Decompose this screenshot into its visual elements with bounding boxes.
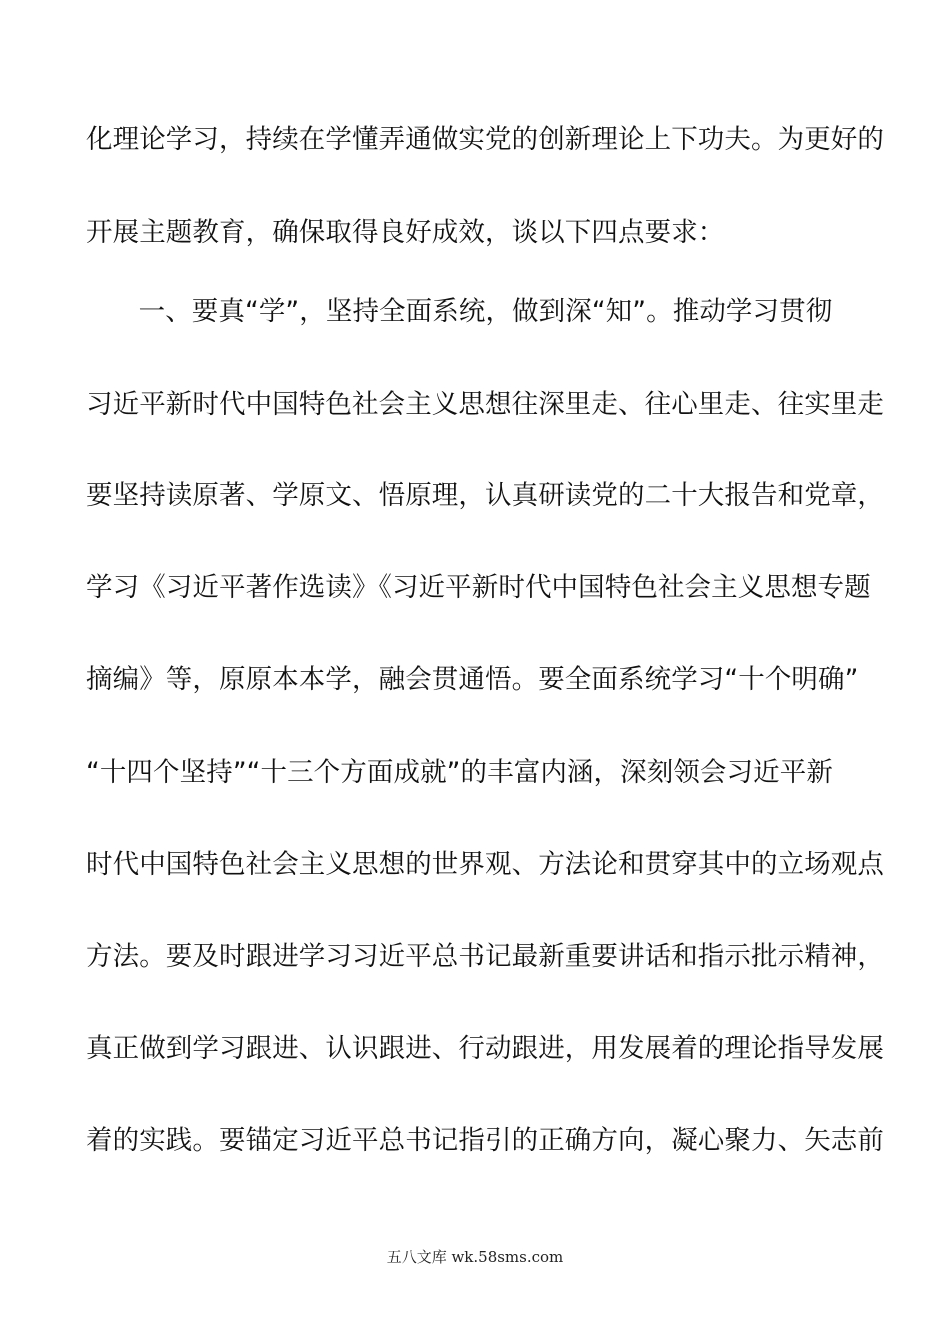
paragraph-line-4: 习近平新时代中国特色社会主义思想往深里走、往心里走、往实里走 xyxy=(86,389,884,420)
paragraph-line-5: 要坚持读原著、学原文、悟原理，认真研读党的二十大报告和党章， xyxy=(86,480,884,511)
paragraph-line-3: 一、要真“学”，坚持全面系统，做到深“知”。推动学习贯彻 xyxy=(112,296,833,327)
paragraph-line-11: 真正做到学习跟进、认识跟进、行动跟进，用发展着的理论指导发展 xyxy=(86,1033,884,1064)
paragraph-line-7: 摘编》等，原原本本学，融会贯通悟。要全面系统学习“十个明确” xyxy=(86,664,859,695)
paragraph-line-9: 时代中国特色社会主义思想的世界观、方法论和贯穿其中的立场观点 xyxy=(86,849,884,880)
paragraph-line-12: 着的实践。要锚定习近平总书记指引的正确方向，凝心聚力、矢志前 xyxy=(86,1125,884,1156)
paragraph-line-6: 学习《习近平著作选读》《习近平新时代中国特色社会主义思想专题 xyxy=(86,572,871,603)
paragraph-line-1: 化理论学习，持续在学懂弄通做实党的创新理论上下功夫。为更好的 xyxy=(86,124,884,155)
paragraph-line-8: “十四个坚持”“十三个方面成就”的丰富内涵，深刻领会习近平新 xyxy=(86,757,833,788)
page-footer-watermark: 五八文库 wk.58sms.com xyxy=(386,1248,564,1266)
paragraph-line-2: 开展主题教育，确保取得良好成效，谈以下四点要求： xyxy=(86,217,725,248)
paragraph-line-10: 方法。要及时跟进学习习近平总书记最新重要讲话和指示批示精神， xyxy=(86,941,884,972)
